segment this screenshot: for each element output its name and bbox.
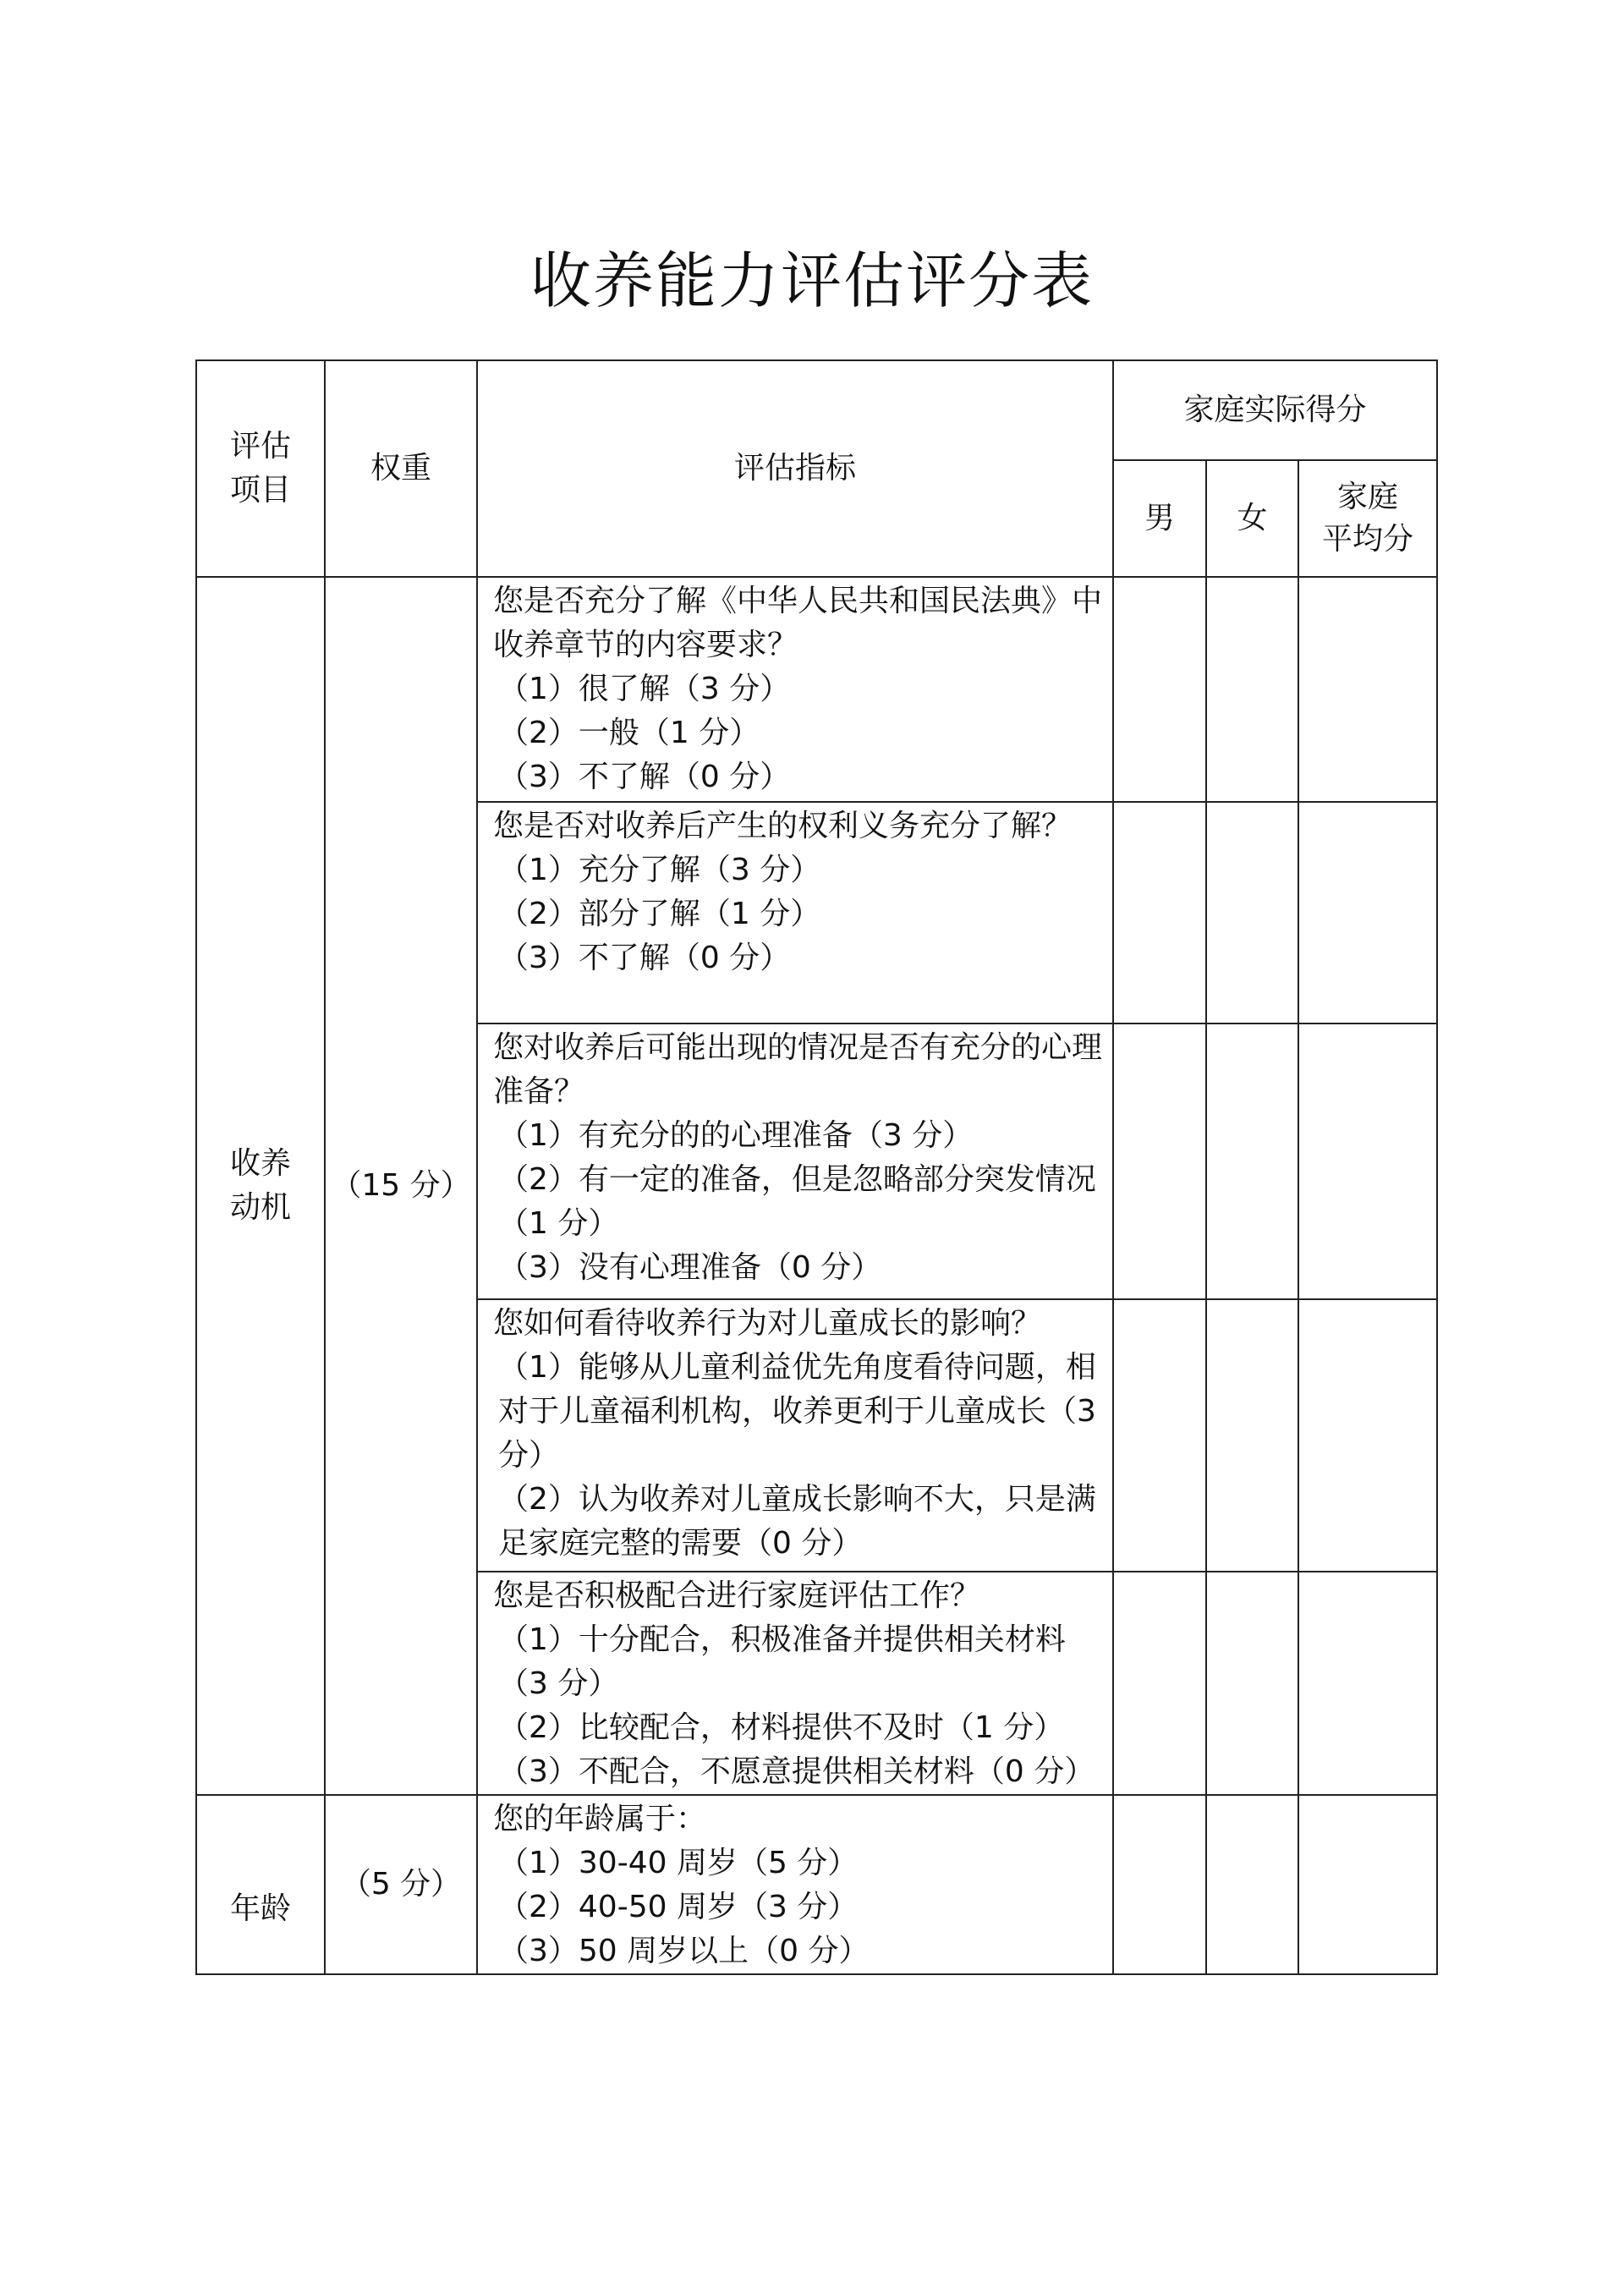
option-text: （1）30-40 周岁（5 分） [498,1846,859,1880]
table-row [196,1795,1437,1974]
score-cell-female[interactable] [1206,1572,1298,1795]
score-cell-family-avg[interactable] [1298,1024,1437,1299]
option-text: （1）能够从儿童利益优先角度看待问题，相对于儿童福利机构，收养更利于儿童成长（3 分） [498,1350,1096,1473]
option-text: （3）不了解（0 分） [498,941,791,975]
score-cell-family-avg[interactable] [1298,1299,1437,1572]
indicator-cell [477,1299,1113,1572]
score-cell-male[interactable] [1113,1024,1206,1299]
item-cell: 年龄 [196,1795,325,1974]
option-text: （2）比较配合，材料提供不及时（1 分） [498,1710,1065,1745]
header-female: 女 [1206,460,1298,577]
option-text: （1）十分配合，积极准备并提供相关材料（3 分） [498,1622,1066,1701]
score-cell-family-avg[interactable] [1298,1572,1437,1795]
indicator-cell [477,1572,1113,1795]
header-male: 男 [1113,460,1206,577]
weight-cell: （5 分） [325,1795,477,1974]
header-actual-score: 家庭实际得分 [1113,360,1437,460]
option-text: （3）不配合，不愿意提供相关材料（0 分） [498,1754,1095,1789]
score-cell-female[interactable] [1206,1795,1298,1974]
score-cell-female[interactable] [1206,577,1298,802]
indicator-cell [477,1024,1113,1299]
score-cell-family-avg[interactable] [1298,802,1437,1024]
indicator-cell [477,1795,1113,1974]
score-cell-female[interactable] [1206,1024,1298,1299]
weight-cell: （15 分） [325,577,477,1795]
option-text: （2）有一定的准备，但是忽略部分突发情况（1 分） [498,1162,1096,1241]
table-row [196,577,1437,802]
score-cell-family-avg[interactable] [1298,1795,1437,1974]
question-text: 您是否充分了解《中华人民共和国民法典》中收养章节的内容要求？ [493,584,1103,662]
header-item: 评估 项目 [196,360,325,577]
header-weight: 权重 [325,360,477,577]
question-text: 您的年龄属于： [493,1802,707,1836]
option-text: （3）不了解（0 分） [498,760,791,794]
question-text: 您对收养后可能出现的情况是否有充分的心理准备？ [493,1030,1103,1109]
option-text: （1）有充分的的心理准备（3 分） [498,1118,974,1153]
option-text: （1）充分了解（3 分） [498,853,821,887]
option-text: （3）没有心理准备（0 分） [498,1250,882,1285]
score-cell-male[interactable] [1113,577,1206,802]
score-table [195,359,1438,1975]
header-family-avg: 家庭 平均分 [1298,460,1437,577]
score-cell-male[interactable] [1113,1299,1206,1572]
score-cell-male[interactable] [1113,1795,1206,1974]
indicator-cell [477,802,1113,1024]
indicator-cell [477,577,1113,802]
score-cell-female[interactable] [1206,1299,1298,1572]
score-cell-male[interactable] [1113,1572,1206,1795]
option-text: （3）50 周岁以上（0 分） [498,1934,870,1968]
option-text: （2）认为收养对儿童成长影响不大，只是满足家庭完整的需要（0 分） [498,1482,1096,1561]
option-text: （1）很了解（3 分） [498,672,791,706]
header-indicator: 评估指标 [477,360,1113,577]
score-cell-male[interactable] [1113,802,1206,1024]
option-text: （2）一般（1 分） [498,716,760,750]
question-text: 您是否对收养后产生的权利义务充分了解？ [493,809,1073,843]
page-title: 收养能力评估评分表 [529,245,1094,316]
option-text: （2）部分了解（1 分） [498,897,821,931]
question-text: 您如何看待收养行为对儿童成长的影响？ [493,1306,1042,1341]
option-text: （2）40-50 周岁（3 分） [498,1890,859,1924]
item-cell: 收养 动机 [196,577,325,1795]
question-text: 您是否积极配合进行家庭评估工作？ [493,1578,981,1613]
score-cell-family-avg[interactable] [1298,577,1437,802]
score-cell-female[interactable] [1206,802,1298,1024]
